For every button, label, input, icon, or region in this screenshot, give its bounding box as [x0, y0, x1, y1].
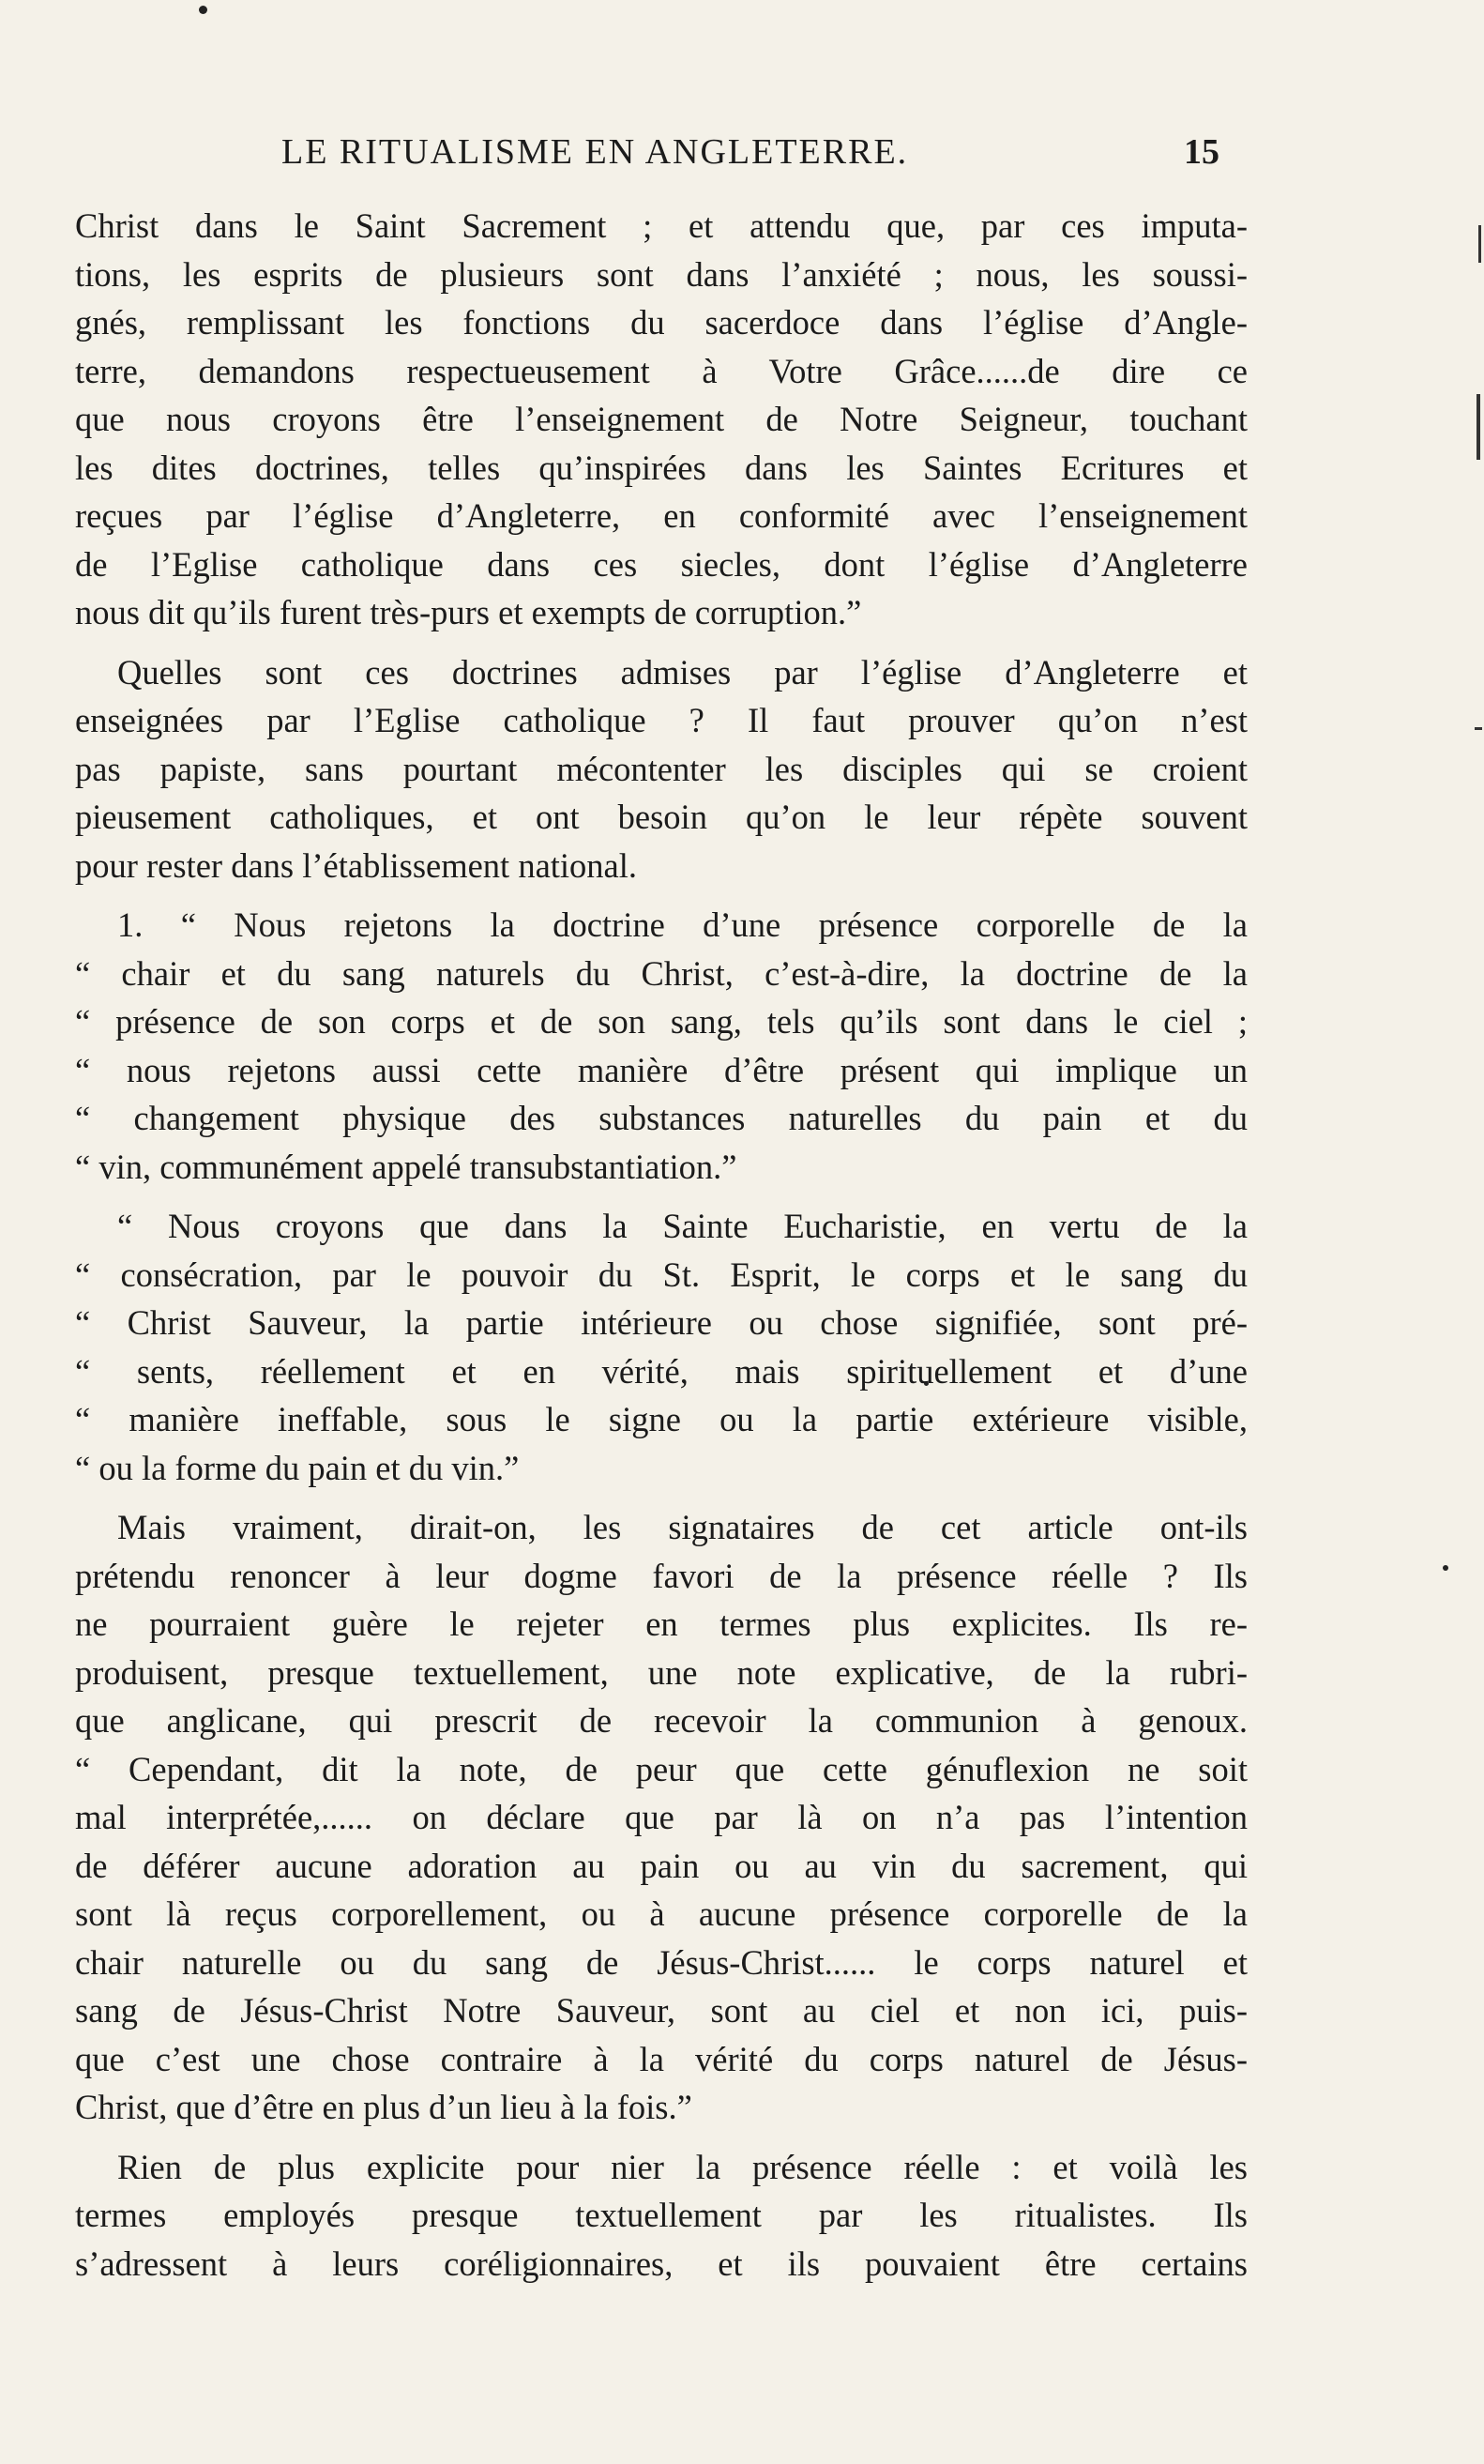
text-line: de déférer aucune adoration au pain ou au vin du sacrement, qui: [75, 1846, 1248, 1885]
ink-speck: [1443, 1565, 1448, 1571]
body-text: [75, 202, 1248, 2288]
text-line: que anglicane, qui prescrit de recevoir la communion à genoux.: [75, 1701, 1248, 1740]
text-line: s’adressent à leurs coréligionnaires, et ils pouvaient être certains: [75, 2243, 1248, 2283]
text-line: pieusement catholiques, et ont besoin qu’on le leur répète souvent: [75, 798, 1248, 836]
text-line: prétendu renoncer à leur dogme favori de la présence réelle ? Ils: [75, 1556, 1248, 1595]
text-line: pas papiste, sans pourtant mécontenter les disciples qui se croient: [75, 749, 1248, 788]
binding-edge-mark: [1478, 225, 1481, 263]
paragraph: [75, 202, 1248, 637]
paragraph: [75, 1202, 1248, 1492]
paragraph: [75, 2143, 1248, 2289]
text-line: “ Nous croyons que dans la Sainte Eucharistie, en vertu de la: [117, 1207, 1248, 1245]
text-line: de l’Eglise catholique dans ces siecles, dont l’église d’Angleterre: [75, 544, 1248, 584]
text-line: termes employés presque textuellement par les ritualistes. Ils: [75, 2196, 1248, 2234]
text-line: sang de Jésus-Christ Notre Sauveur, sont au ciel et non ici, puis-: [75, 1991, 1248, 2030]
text-line: 1. “ Nous rejetons la doctrine d’une présence corporelle de la: [117, 905, 1248, 944]
page-number: 15: [1184, 132, 1219, 172]
text-line: “ manière ineffable, sous le signe ou la partie extérieure visible,: [75, 1400, 1248, 1438]
text-line: mal interprétée,...... on déclare que par là on n’a pas l’intention: [75, 1798, 1248, 1836]
ink-speck: [199, 6, 207, 14]
text-line: chair naturelle ou du sang de Jésus-Christ...... le corps naturel et: [75, 1942, 1248, 1982]
text-line: les dites doctrines, telles qu’inspirées dans les Saintes Ecritures et: [75, 448, 1248, 487]
text-line: “ ou la forme du pain et du vin.”: [75, 1448, 520, 1487]
text-line: “ Cependant, dit la note, de peur que cette génuflexion ne soit: [75, 1749, 1248, 1788]
text-line: gnés, remplissant les fonctions du sacerdoce dans l’église d’Angle-: [75, 303, 1248, 342]
text-line: terre, demandons respectueusement à Votre Grâce......de dire ce: [75, 351, 1248, 390]
text-line: ne pourraient guère le rejeter en termes plus explicites. Ils re-: [75, 1605, 1248, 1643]
text-line: “ vin, communément appelé transubstantiation.”: [75, 1147, 737, 1186]
text-line: Mais vraiment, dirait-on, les signataires de cet article ont-ils: [117, 1508, 1248, 1546]
paragraph: [75, 648, 1248, 890]
page-header: [169, 131, 1219, 188]
text-line: Christ, que d’être en plus d’un lieu à la fois.”: [75, 2088, 692, 2126]
text-line: Christ dans le Saint Sacrement ; et attendu que, par ces imputa-: [75, 206, 1248, 245]
text-line: “ présence de son corps et de son sang, tels qu’ils sont dans le ciel ;: [75, 1002, 1248, 1041]
text-line: reçues par l’église d’Angleterre, en conformité avec l’enseignement: [75, 496, 1248, 535]
text-line: que c’est une chose contraire à la vérité du corps naturel de Jésus-: [75, 2039, 1248, 2078]
text-line: produisent, presque textuellement, une note explicative, de la rubri-: [75, 1652, 1248, 1692]
binding-edge-mark: [1476, 394, 1480, 460]
text-line: “ consécration, par le pouvoir du St. Esprit, le corps et le sang du: [75, 1255, 1248, 1294]
text-line: Quelles sont ces doctrines admises par l’église d’Angleterre et: [117, 652, 1248, 692]
text-line: “ nous rejetons aussi cette manière d’être présent qui implique un: [75, 1050, 1248, 1089]
text-line: enseignées par l’Eglise catholique ? Il faut prouver qu’on n’est: [75, 701, 1248, 739]
text-line: sont là reçus corporellement, ou à aucune présence corporelle de la: [75, 1894, 1248, 1933]
text-line: pour rester dans l’établissement national.: [75, 845, 638, 885]
paragraph: [75, 1503, 1248, 2132]
text-line: tions, les esprits de plusieurs sont dans l’anxiété ; nous, les soussi-: [75, 254, 1248, 294]
binding-edge-mark: [1475, 727, 1482, 730]
text-line: “ changement physique des substances naturelles du pain et du: [75, 1099, 1248, 1137]
text-line: que nous croyons être l’enseignement de Notre Seigneur, touchant: [75, 400, 1248, 438]
text-line: “ sents, réellement et en vérité, mais spirituellement et d’une: [75, 1351, 1248, 1391]
text-line: “ Christ Sauveur, la partie intérieure ou chose signifiée, sont pré-: [75, 1303, 1248, 1342]
paragraph: [75, 901, 1248, 1191]
text-line: “ chair et du sang naturels du Christ, c’est-à-dire, la doctrine de la: [75, 953, 1248, 993]
text-line: nous dit qu’ils furent très-purs et exempts de corruption.”: [75, 593, 862, 631]
text-line: Rien de plus explicite pour nier la présence réelle : et voilà les: [117, 2147, 1248, 2186]
running-title: LE RITUALISME EN ANGLETERRE.: [281, 132, 909, 172]
